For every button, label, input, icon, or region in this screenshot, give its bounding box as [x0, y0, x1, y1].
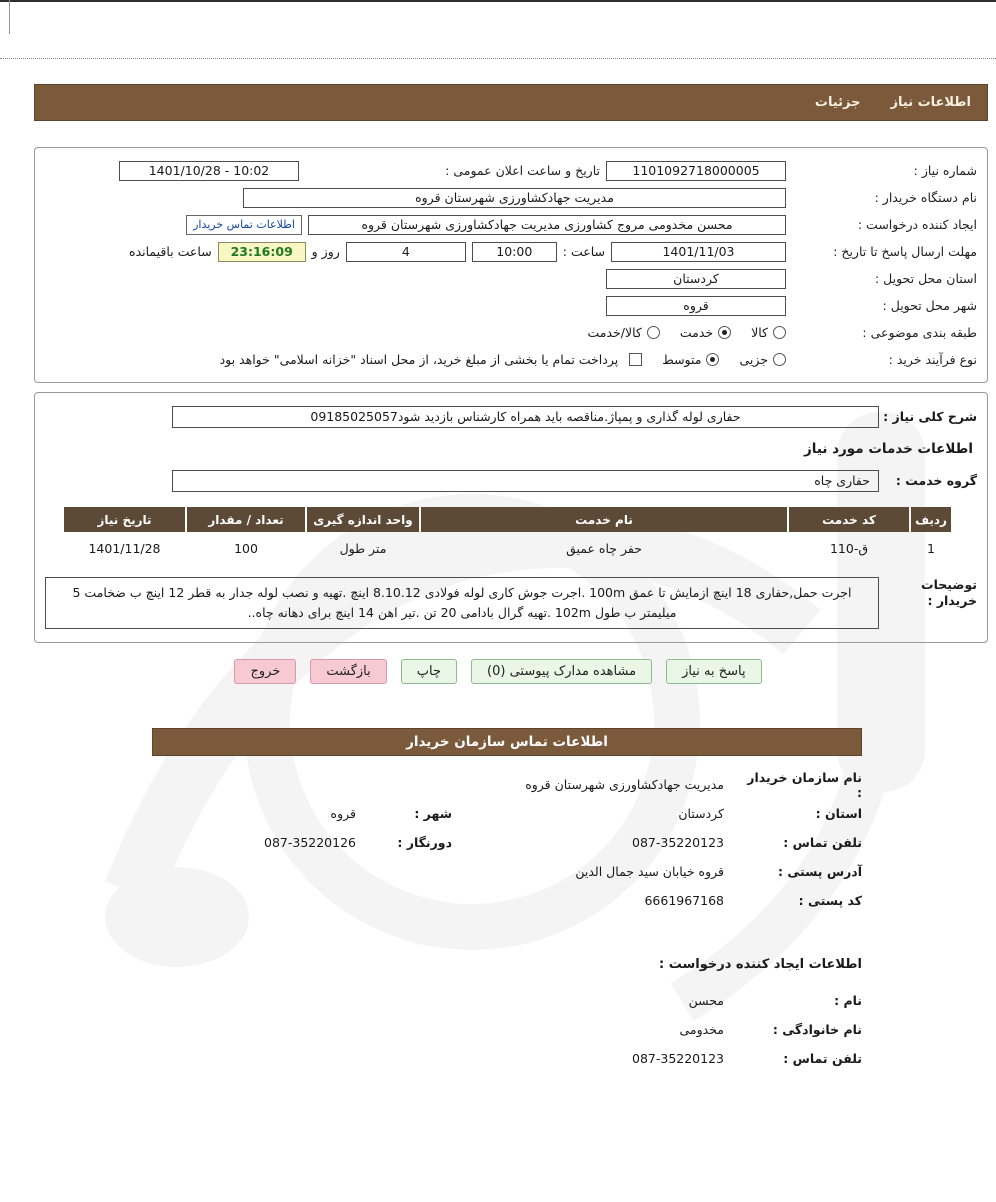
- exit-button[interactable]: خروج: [234, 659, 296, 684]
- table-row: [64, 534, 951, 562]
- col-header-service-name: نام خدمت: [421, 507, 787, 532]
- last-name-value: مخدومی: [679, 1022, 724, 1037]
- print-button[interactable]: چاپ: [401, 659, 457, 684]
- radio-option-label: خدمت: [679, 325, 714, 340]
- radio-icon[interactable]: [647, 326, 660, 339]
- city-label: شهر :: [414, 806, 452, 821]
- postal-code-label: کد پستی :: [798, 893, 862, 908]
- remaining-days-field: 4: [346, 242, 466, 262]
- postal-address-label: آدرس پستی :: [777, 864, 862, 879]
- row-province-city: [152, 799, 862, 828]
- services-table: [62, 505, 953, 564]
- action-buttons: [0, 659, 996, 684]
- radio-option-jozii[interactable]: [739, 352, 786, 367]
- buyer-contact-link[interactable]: اطلاعات تماس خریدار: [186, 215, 302, 235]
- col-header-service-code: کد خدمت: [789, 507, 909, 532]
- radio-icon[interactable]: [773, 326, 786, 339]
- need-number-label: شماره نیاز :: [913, 163, 977, 178]
- phone-label: تلفن تماس :: [783, 835, 862, 850]
- process-type-label: نوع فرآیند خرید :: [888, 352, 977, 367]
- countdown-timer: 23:16:09: [218, 242, 306, 262]
- deadline-label: مهلت ارسال پاسخ تا تاریخ :: [833, 244, 977, 259]
- first-name-label: نام :: [834, 993, 862, 1008]
- row-last-name: [152, 1015, 862, 1044]
- row-phone-fax: [152, 828, 862, 857]
- row-postal-address: [152, 857, 862, 886]
- last-name-label: نام خانوادگی :: [772, 1022, 862, 1037]
- row-need-number: [45, 157, 977, 184]
- row-buyer-notes: [45, 577, 977, 629]
- row-request-creator: [45, 211, 977, 238]
- buyer-notes-field: اجرت حمل,حفاری 18 اینچ ازمایش تا عمق 100m .اجرت جوش کاری لوله فولادی 8.10.12 اینچ .تهیه و نصب لوله جدار به قطر 12 اینچ ب ضخامت 5 میلیمتر ب طول 102m .تهیه گرال بادامی 20 تن .تیر اهن 14 اینچ برای دهانه چاه..: [45, 577, 879, 629]
- service-group-label: گروه خدمت :: [895, 472, 977, 488]
- need-detail-section: [34, 392, 988, 643]
- remaining-hours-label: ساعت باقیمانده: [129, 244, 212, 259]
- col-header-row-number: ردیف: [911, 507, 951, 532]
- services-section-header: اطلاعات خدمات مورد نیاز: [803, 441, 973, 457]
- cell-row-number: 1: [927, 540, 935, 556]
- phone-value: 087-35220123: [632, 835, 724, 850]
- deadline-date-field: 1401/11/03: [611, 242, 786, 262]
- deadline-time-field: 10:00: [472, 242, 557, 262]
- radio-option-label: کالا: [751, 325, 768, 340]
- row-postal-code: [152, 886, 862, 915]
- row-service-group: [45, 470, 977, 492]
- col-header-unit: واحد اندازه گیری: [307, 507, 419, 532]
- delivery-city-label: شهر محل تحویل :: [882, 298, 977, 313]
- treasury-note: پرداخت تمام یا بخشی از مبلغ خرید، از محل اسناد "خزانه اسلامی" خواهد بود: [219, 352, 619, 367]
- cell-need-date: 1401/11/28: [88, 540, 161, 556]
- creator-phone-value: 087-35220123: [632, 1051, 724, 1066]
- radio-option-kala-khedmat[interactable]: [587, 325, 659, 340]
- creator-contact-header: اطلاعات ایجاد کننده درخواست :: [659, 957, 862, 972]
- row-need-summary: [45, 406, 977, 428]
- buyer-org-label: نام دستگاه خریدار :: [874, 190, 977, 205]
- view-attachments-button[interactable]: مشاهده مدارک پیوستی (0): [471, 659, 652, 684]
- services-table-header-row: [64, 507, 951, 532]
- radio-option-label: کالا/خدمت: [587, 325, 642, 340]
- radio-option-label: متوسط: [662, 352, 702, 367]
- delivery-city-field: قروه: [606, 296, 786, 316]
- creator-contact-block: [152, 986, 862, 1073]
- radio-checked-icon[interactable]: [718, 326, 731, 339]
- request-creator-field: محسن مخدومی مروج کشاورزی مدیریت جهادکشاورزی شهرستان قروه: [308, 215, 786, 235]
- days-and-label: روز و: [311, 244, 340, 259]
- fax-value: 087-35220126: [264, 835, 356, 850]
- radio-option-khedmat[interactable]: [680, 325, 731, 340]
- buyer-notes-label: توضیحات خریدار :: [921, 577, 977, 609]
- postal-code-value: 6661967168: [644, 893, 724, 908]
- row-delivery-province: [45, 265, 977, 292]
- buyer-org-field: مدیریت جهادکشاورزی شهرستان قروه: [243, 188, 786, 208]
- radio-icon[interactable]: [773, 353, 786, 366]
- tab-need-info[interactable]: اطلاعات نیاز: [890, 95, 971, 110]
- col-header-need-date: تاریخ نیاز: [64, 507, 185, 532]
- row-category: [45, 319, 977, 346]
- row-delivery-city: [45, 292, 977, 319]
- postal-address-value: قروه خیابان سید جمال الدین: [575, 864, 724, 879]
- radio-checked-icon[interactable]: [706, 353, 719, 366]
- announce-datetime-field: 1401/10/28 - 10:02: [119, 161, 299, 181]
- cell-quantity: 100: [234, 540, 258, 556]
- row-first-name: [152, 986, 862, 1015]
- cell-service-code: ق-110: [829, 540, 869, 556]
- org-name-value: مدیریت جهادکشاورزی شهرستان قروه: [525, 777, 724, 792]
- fax-label: دورنگار :: [397, 835, 452, 850]
- radio-option-motevasset[interactable]: [662, 352, 719, 367]
- row-org-name: [152, 770, 862, 799]
- need-summary-label: شرح کلی نیاز :: [883, 408, 977, 424]
- radio-option-label: جزیی: [739, 352, 768, 367]
- category-label: طبقه بندی موضوعی :: [862, 325, 977, 340]
- cell-unit: متر طول: [339, 540, 387, 556]
- row-creator-phone: [152, 1044, 862, 1073]
- city-value: قروه: [330, 806, 356, 821]
- delivery-province-field: کردستان: [606, 269, 786, 289]
- cell-service-name: حفر چاه عمیق: [566, 540, 642, 556]
- buyer-contact-block: [152, 770, 862, 915]
- creator-phone-label: تلفن تماس :: [783, 1051, 862, 1066]
- row-buyer-org: [45, 184, 977, 211]
- respond-to-need-button[interactable]: پاسخ به نیاز: [666, 659, 762, 684]
- header-bar: [34, 84, 988, 121]
- row-deadline: [45, 238, 977, 265]
- first-name-value: محسن: [688, 993, 724, 1008]
- col-header-quantity: تعداد / مقدار: [187, 507, 305, 532]
- buyer-contact-header-bar: اطلاعات تماس سازمان خریدار: [152, 728, 862, 756]
- treasury-checkbox-icon[interactable]: [629, 353, 642, 366]
- need-form-section: [34, 147, 988, 383]
- delivery-province-label: استان محل تحویل :: [874, 271, 977, 286]
- row-process-type: [45, 346, 977, 373]
- request-creator-label: ایجاد کننده درخواست :: [857, 217, 977, 232]
- tab-details[interactable]: جزئیات: [814, 95, 861, 110]
- province-value: کردستان: [678, 806, 724, 821]
- radio-option-kala[interactable]: [751, 325, 786, 340]
- need-summary-field: حفاری لوله گذاری و پمپاژ.مناقصه باید همراه کارشناس بازدید شود09185025057: [172, 406, 879, 428]
- announce-datetime-label: تاریخ و ساعت اعلان عمومی :: [445, 163, 600, 178]
- need-number-field: 1101092718000005: [606, 161, 786, 181]
- back-button[interactable]: بازگشت: [310, 659, 386, 684]
- province-label: استان :: [815, 806, 862, 821]
- org-name-label: نام سازمان خریدار :: [747, 769, 862, 800]
- service-group-field: حفاری چاه: [172, 470, 879, 492]
- deadline-hour-label: ساعت :: [562, 244, 605, 259]
